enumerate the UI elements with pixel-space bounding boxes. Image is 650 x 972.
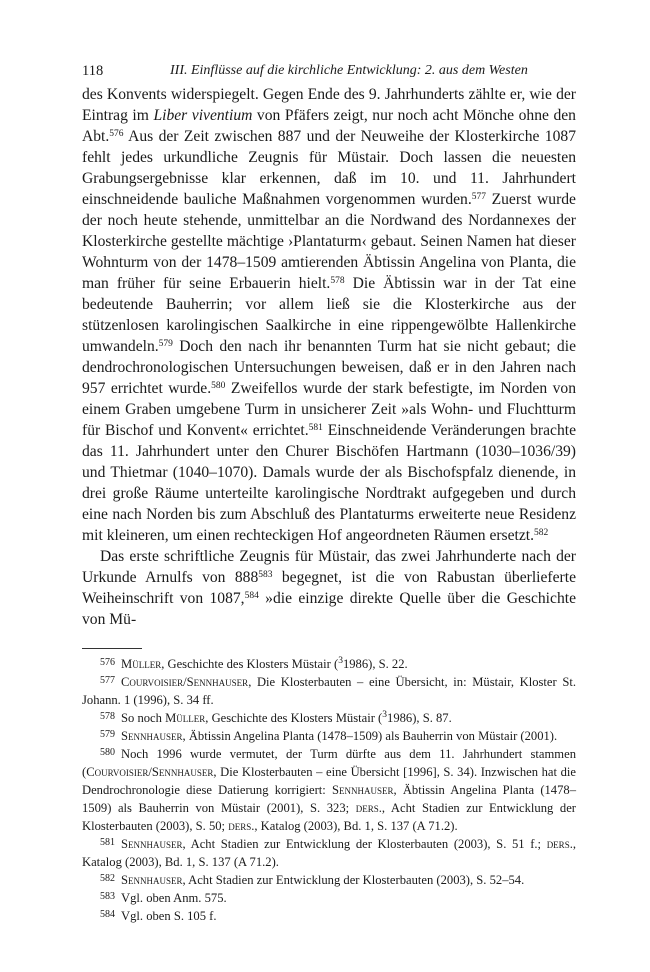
- footnote-581: [82, 835, 576, 871]
- footnote-number: 582: [100, 873, 115, 884]
- book-page: [82, 62, 576, 925]
- text-run: von Pfäfers zeigt, nur noch acht Mönche ohne den Abt.: [82, 107, 576, 145]
- footnote-number: 580: [100, 747, 115, 758]
- running-title: III. Einflüsse auf die kirchliche Entwicklung: 2. aus dem Westen: [170, 63, 528, 78]
- footnote-author: Courvoisier/Sennhauser: [121, 675, 249, 689]
- footnote-ref[interactable]: 582: [534, 528, 549, 538]
- footnote-author: Sennhauser: [121, 729, 183, 743]
- footnote-text: , Geschichte des Klosters Müstair (: [205, 711, 383, 725]
- footnote-text: , Äbtissin Angelina Planta (1478–1509) als Bauherrin von Müstair (2001), S. 323;: [82, 783, 576, 815]
- text-run: Einschneidende Veränderungen brachte das 11. Jahrhundert unter den Churer Bischöfen Hartmann (1030–1036/39) und Thietmar (1040–1070). Damals wurde der als Bischofspfalz dienende, in drei große Räume unterteilte karolingische Nordtrakt aufgegeben und durch eine nach Norden bis zum Abschluß des Plantaturms erweiterte neue Residenz mit kleineren, um einen rechteckigen Hof angeordneten Räumen ersetzt.: [82, 422, 577, 544]
- footnote-ref[interactable]: 579: [158, 339, 173, 349]
- text-run: Doch den nach ihr benannten Turm hat sie nicht gebaut; die dendrochronologischen Untersuchungen beweisen, daß er in den Jahren nach 957 errichtet wurde.: [82, 338, 576, 397]
- footnote-580: [82, 745, 576, 835]
- footnote-number: 581: [100, 837, 115, 848]
- paragraph-1: [82, 84, 576, 546]
- text-run: »die einzige direkte Quelle über die Geschichte von Mü-: [82, 590, 576, 628]
- footnote-577: [82, 673, 576, 709]
- text-run: des Konvents widerspiegelt. Gegen Ende des 9. Jahrhunderts zählte er, wie der Eintrag im: [82, 86, 576, 124]
- text-run: Das erste schriftliche Zeugnis für Müstair, das zwei Jahrhunderte nach der Urkunde Arnulfs von 888: [82, 548, 576, 586]
- footnote-author: Sennhauser: [331, 783, 394, 797]
- page-number: 118: [82, 63, 104, 79]
- footnote-text: , Acht Stadien zur Entwicklung der Klosterbauten (2003), S. 52–54.: [182, 873, 525, 887]
- footnote-text: , Äbtissin Angelina Planta (1478–1509) als Bauherrin von Müstair (2001).: [182, 729, 558, 743]
- footnote-text: Noch 1996 wurde vermutet, der Turm dürfte aus dem 11. Jahrhundert stammen (: [82, 747, 576, 779]
- text-run: Zweifellos wurde der stark befestigte, im Norden von einem Graben umgebene Turm in unsicherer Zeit »als Wohn- und Fluchtturm für Bischof und Konvent« errichtet.: [82, 380, 576, 439]
- footnote-text: , Die Klosterbauten – eine Übersicht [1996], S. 34). Inzwischen hat die Dendrochronologie diese Datierung korrigiert:: [82, 765, 576, 797]
- footnote-separator: [82, 648, 142, 649]
- footnote-author: ders.: [546, 837, 573, 851]
- footnote-author: Müller: [165, 711, 206, 725]
- footnote-number: 583: [100, 891, 115, 902]
- footnote-text: , Geschichte des Klosters Müstair (: [161, 657, 339, 671]
- footnote-text: , Acht Stadien zur Entwicklung der Klosterbauten (2003), S. 50;: [82, 801, 576, 833]
- text-run: begegnet, ist die von Rabustan überlieferte Weiheinschrift von 1087,: [82, 569, 576, 607]
- footnote-number: 579: [100, 729, 115, 740]
- main-text: [82, 84, 576, 630]
- footnote-text: So noch: [121, 711, 166, 725]
- footnote-582: [82, 871, 576, 889]
- footnote-number: 578: [100, 711, 115, 722]
- footnote-text: Vgl. oben Anm. 575.: [121, 891, 227, 905]
- footnote-number: 577: [100, 675, 115, 686]
- footnote-author: Sennhauser: [121, 837, 183, 851]
- footnote-ref[interactable]: 578: [330, 276, 345, 286]
- paragraph-2: [82, 546, 576, 630]
- text-run: Die Äbtissin war in der Tat eine bedeutende Bauherrin; vor allem ließ sie die Klosterkirche aus der stützenlosen karolingischen Saalkirche in eine rippengewölbte Hallenkirche umwandeln.: [82, 275, 577, 355]
- footnote-author: ders.: [228, 819, 255, 833]
- edition-number: 3: [338, 656, 343, 666]
- footnote-583: [82, 889, 576, 907]
- footnote-number: 576: [100, 657, 115, 668]
- footnote-578: [82, 709, 576, 727]
- text-run: Zuerst wurde der noch heute stehende, unmittelbar an die Nordwand des Nordannexes der Klosterkirche gestellte mächtige ›Plantaturm‹ gebaut. Seinen Namen hat dieser Wohnturm von der 1478–1509 amtierenden Äbtissin Angelina von Planta, die man früher für seine Erbauerin hielt.: [82, 191, 576, 292]
- footnote-ref[interactable]: 580: [211, 381, 226, 391]
- footnote-ref[interactable]: 577: [471, 192, 486, 202]
- footnote-text: , Die Klosterbauten – eine Übersicht, in: Müstair, Kloster St. Johann. 1 (1996), S. 34 ff.: [82, 675, 576, 707]
- footnote-ref[interactable]: 576: [109, 129, 124, 139]
- footnote-number: 584: [100, 909, 115, 920]
- footnote-576: [82, 655, 576, 673]
- footnote-ref[interactable]: 581: [308, 423, 323, 433]
- footnote-author: Courvoisier/Sennhauser: [86, 765, 214, 779]
- footnote-text: , Katalog (2003), Bd. 1, S. 137 (A 71.2).: [82, 837, 576, 869]
- footnote-584: [82, 907, 576, 925]
- footnote-text: Vgl. oben S. 105 f.: [121, 909, 217, 923]
- footnote-579: [82, 727, 576, 745]
- footnote-text: 1986), S. 87.: [387, 711, 452, 725]
- footnote-author: ders.: [355, 801, 382, 815]
- footnote-author: Müller: [121, 657, 162, 671]
- page-header: [82, 62, 576, 84]
- footnote-text: 1986), S. 22.: [342, 657, 408, 671]
- text-run: Aus der Zeit zwischen 887 und der Neuweihe der Klosterkirche 1087 fehlt jedes urkundliche Zeugnis für Müstair. Doch lassen die neuesten Grabungsergebnisse klar erkennen, daß im 10. und 11. Jahrhundert einschneidende bauliche Maßnahmen vorgenommen wurden.: [82, 128, 576, 208]
- footnote-text: , Acht Stadien zur Entwicklung der Klosterbauten (2003), S. 51 f.;: [182, 837, 547, 851]
- footnote-ref[interactable]: 583: [258, 570, 273, 580]
- footnote-author: Sennhauser: [121, 873, 183, 887]
- footnote-text: , Katalog (2003), Bd. 1, S. 137 (A 71.2).: [254, 819, 458, 833]
- footnotes: [82, 655, 576, 925]
- footnote-ref[interactable]: 584: [244, 591, 259, 601]
- italic-term: Liber viventium: [153, 107, 253, 124]
- edition-number: 3: [382, 710, 388, 720]
